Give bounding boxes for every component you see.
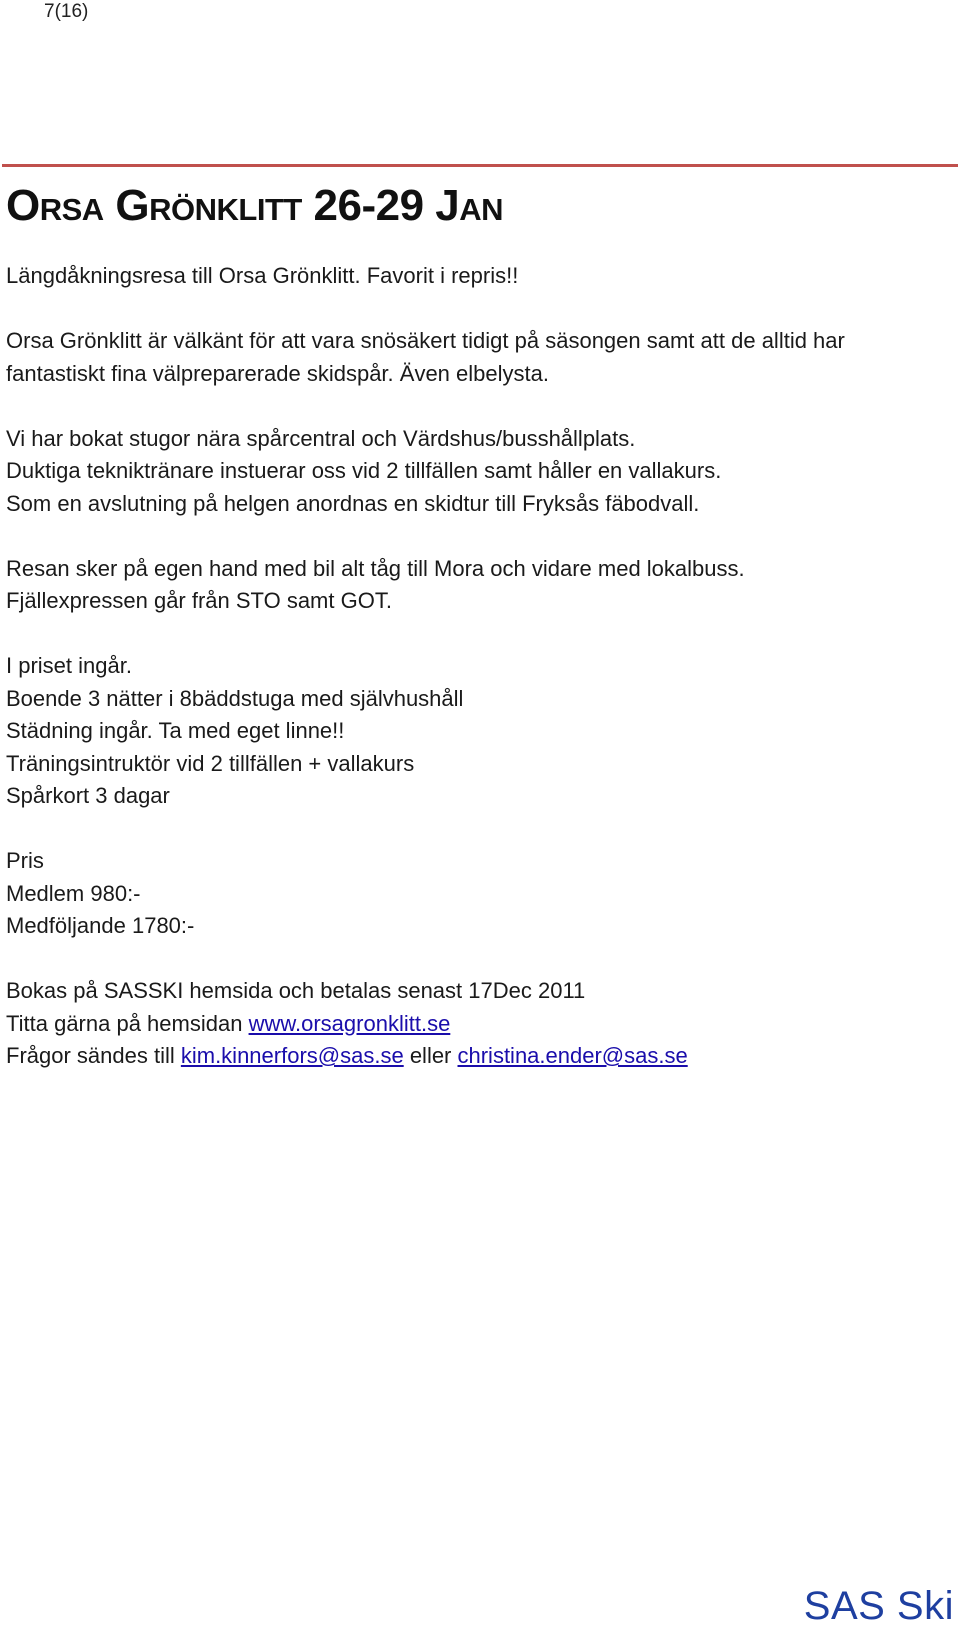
description-line: Orsa Grönklitt är välkänt för att vara snösäkert tidigt på säsongen samt att de alltid har xyxy=(6,328,845,353)
price-heading: Pris xyxy=(6,848,44,873)
sas-ski-logo: SAS Ski xyxy=(803,1584,954,1628)
price-member: Medlem 980:- xyxy=(6,880,141,906)
website-line xyxy=(6,1008,956,1041)
or-text: eller xyxy=(403,1043,458,1068)
email-link-christina[interactable]: christina.ender@sas.se xyxy=(457,1043,688,1068)
email-link-kim[interactable]: kim.kinnerfors@sas.se xyxy=(180,1043,404,1068)
travel-line: Resan sker på egen hand med bil alt tåg till Mora och vidare med lokalbuss. xyxy=(6,555,745,581)
booking-line: Bokas på SASSKI hemsida och betalas senast 17Dec 2011 xyxy=(6,978,586,1003)
included-item: Städning ingår. Ta med eget linne!! xyxy=(6,718,345,743)
questions-line xyxy=(6,1040,956,1073)
website-link[interactable]: www.orsagronklitt.se xyxy=(248,1010,451,1036)
included-item: Boende 3 nätter i 8bäddstuga med självhushåll xyxy=(6,685,464,711)
page-number: 7(16) xyxy=(44,1,89,22)
description-line: fantastiskt fina välpreparerade skidspår. Även elbelysta. xyxy=(6,360,549,386)
ski-tour-line: Som en avslutning på helgen anordnas en skidtur till Fryksås fäbodvall. xyxy=(6,490,700,516)
included-item: Träningsintruktör vid 2 tillfällen + vallakurs xyxy=(6,750,415,776)
document-body xyxy=(6,260,956,1073)
header-divider xyxy=(2,164,958,167)
accommodation-line: Vi har bokat stugor nära spårcentral och Värdshus/busshållplats. xyxy=(6,425,636,451)
questions-prefix: Frågor sändes till xyxy=(6,1043,181,1068)
coaching-line: Duktiga tekniktränare instuerar oss vid 2 tillfällen samt håller en vallakurs. xyxy=(6,458,722,483)
website-prefix: Titta gärna på hemsidan xyxy=(6,1010,249,1036)
travel-line: Fjällexpressen går från STO samt GOT. xyxy=(6,588,392,613)
page-title: Orsa Grönklitt 26-29 Jan xyxy=(6,181,504,230)
intro-text: Längdåkningsresa till Orsa Grönklitt. Favorit i repris!! xyxy=(6,263,519,288)
price-companion: Medföljande 1780:- xyxy=(6,913,195,938)
included-heading: I priset ingår. xyxy=(6,653,132,678)
included-item: Spårkort 3 dagar xyxy=(6,783,170,808)
